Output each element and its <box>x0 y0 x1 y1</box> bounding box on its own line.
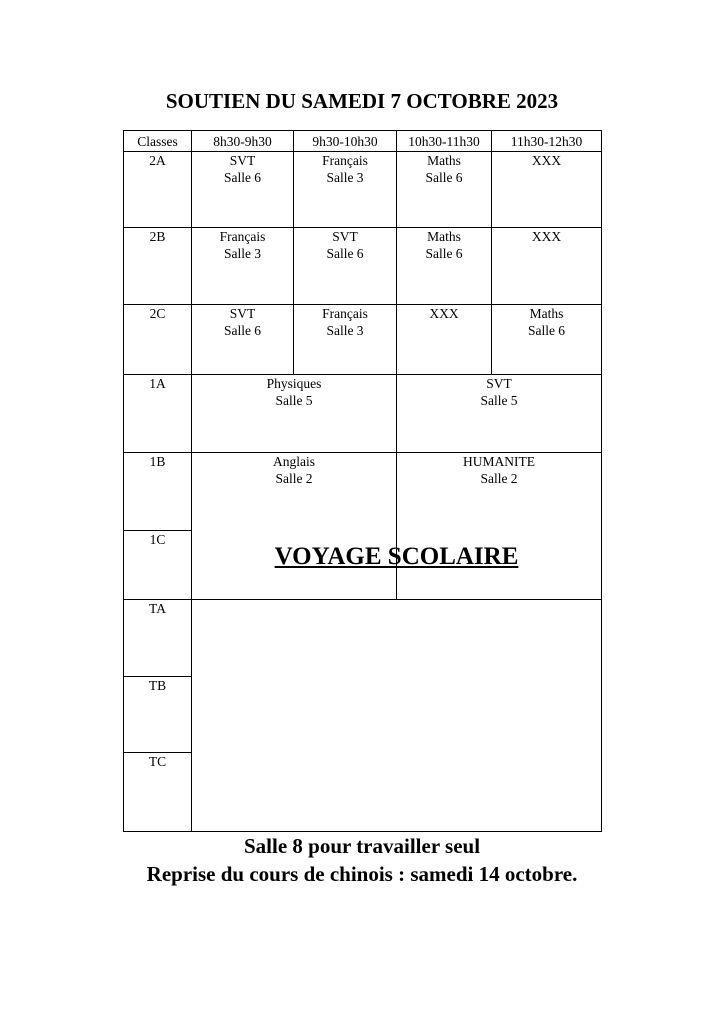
subject: SVT <box>332 229 358 244</box>
voyage-scolaire-text: VOYAGE SCOLAIRE <box>274 543 519 570</box>
class-label: 2B <box>124 228 192 305</box>
table-row <box>124 453 602 531</box>
table-row <box>124 228 602 305</box>
table-cell-merged <box>192 375 397 453</box>
room: Salle 2 <box>480 471 518 486</box>
room: Salle 3 <box>223 246 262 261</box>
subject: SVT <box>229 153 256 168</box>
table-cell <box>294 305 397 375</box>
subject: Français <box>322 306 368 321</box>
schedule-table <box>123 130 602 832</box>
class-label: 1B <box>124 453 192 531</box>
subject: SVT <box>486 376 512 391</box>
header-classes: Classes <box>124 131 192 152</box>
table-row <box>124 305 602 375</box>
room: Salle 3 <box>326 323 364 338</box>
room: Salle 2 <box>275 471 313 486</box>
table-row <box>124 152 602 228</box>
room: Salle 6 <box>223 170 262 185</box>
class-label: 2A <box>124 152 192 228</box>
subject: Anglais <box>273 454 315 469</box>
subject: SVT <box>229 306 256 321</box>
subject: Physiques <box>266 376 322 391</box>
table-row <box>124 375 602 453</box>
subject: Maths <box>427 153 461 168</box>
table-cell-merged <box>397 375 602 453</box>
table-cell <box>294 228 397 305</box>
footer-line-1: Salle 8 pour travailler seul <box>243 834 481 858</box>
room: Salle 6 <box>425 246 463 261</box>
subject: XXX <box>429 306 459 321</box>
room: Salle 6 <box>527 323 566 338</box>
class-label: 1A <box>124 375 192 453</box>
class-label: TC <box>124 753 192 832</box>
room: Salle 6 <box>326 246 364 261</box>
footer-line-2: Reprise du cours de chinois : samedi 14 octobre. <box>146 862 578 886</box>
header-slot-2: 9h30-10h30 <box>294 131 397 152</box>
table-cell <box>492 228 602 305</box>
class-label: TA <box>124 600 192 677</box>
subject: Maths <box>529 306 564 321</box>
subject: XXX <box>531 229 562 244</box>
table-cell-merged <box>192 453 397 600</box>
subject: HUMANITE <box>463 454 535 469</box>
table-cell <box>192 228 294 305</box>
subject: Français <box>322 153 368 168</box>
header-slot-3: 10h30-11h30 <box>397 131 492 152</box>
table-header-row <box>124 131 602 152</box>
room: Salle 5 <box>480 393 518 408</box>
room: Salle 5 <box>275 393 313 408</box>
room: Salle 6 <box>223 323 262 338</box>
class-label: TB <box>124 677 192 753</box>
subject: Maths <box>427 229 461 244</box>
table-cell <box>192 305 294 375</box>
table-row <box>124 600 602 677</box>
subject: Français <box>219 229 266 244</box>
class-label: 1C <box>124 531 192 600</box>
table-cell <box>397 228 492 305</box>
table-cell-merged <box>192 543 602 832</box>
table-cell <box>492 305 602 375</box>
class-label: 2C <box>124 305 192 375</box>
page-title: SOUTIEN DU SAMEDI 7 OCTOBRE 2023 <box>165 89 559 113</box>
subject: XXX <box>531 153 562 168</box>
table-cell <box>294 152 397 228</box>
table-cell <box>397 152 492 228</box>
header-slot-4: 11h30-12h30 <box>492 131 602 152</box>
table-cell <box>492 152 602 228</box>
table-cell <box>192 152 294 228</box>
header-slot-1: 8h30-9h30 <box>192 131 294 152</box>
room: Salle 3 <box>326 170 364 185</box>
room: Salle 6 <box>425 170 463 185</box>
table-cell <box>397 305 492 375</box>
table-cell-merged <box>397 453 602 600</box>
